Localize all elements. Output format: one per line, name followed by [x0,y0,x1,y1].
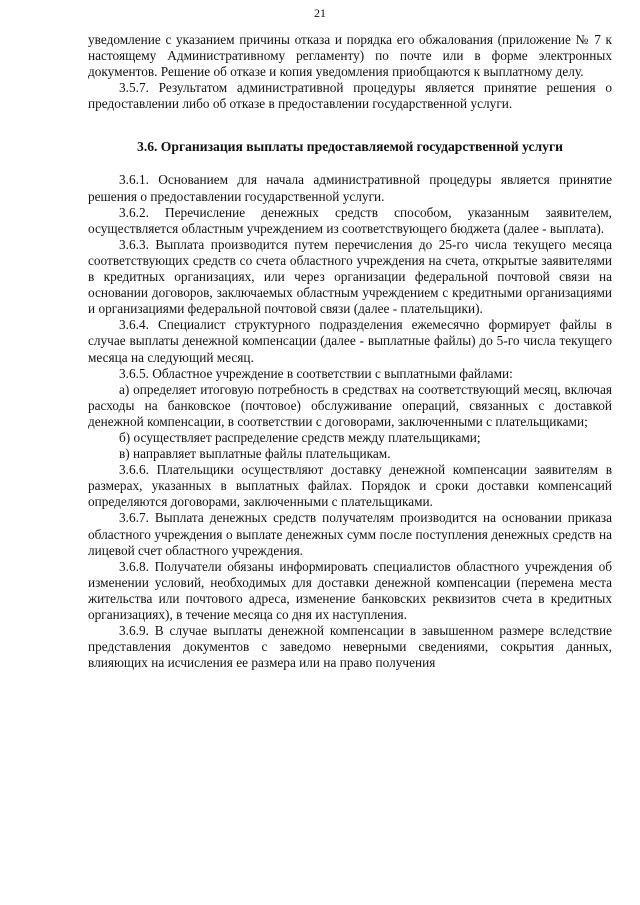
document-body [88,32,612,671]
section-heading-3-6: 3.6. Организация выплаты предоставляемой государственной услуги [137,139,563,155]
page-number: 21 [314,6,326,20]
paragraph-3-6-6: 3.6.6. Плательщики осуществляют доставку денежной компенсации заявителям в размерах, указанных в выплатных файлах. Порядок и сроки доставки компенсаций определяются договорами, заключенными с плательщиками. [88,462,612,510]
paragraph-3-6-7: 3.6.7. Выплата денежных средств получателям производится на основании приказа областного учреждения о выплате денежных сумм после поступления денежных средств на лицевой счет областного учреждения. [88,510,612,558]
list-item-c: в) направляет выплатные файлы плательщикам. [119,446,391,462]
paragraph-3-6-9: 3.6.9. В случае выплаты денежной компенсации в завышенном размере вследствие представления документов с заведомо неверными сведениями, сокрытия данных, влияющих на исчисления ее размера или на право получения [88,623,612,671]
list-item-a: а) определяет итоговую потребность в средствах на соответствующий месяц, включая расходы на банковское (почтовое) обслуживание операций, связанных с доставкой денежной компенсации, в соответствии с договорами, заключенными с плательщиками; [88,381,612,429]
paragraph-3-6-3: 3.6.3. Выплата производится путем перечисления до 25-го числа текущего месяца соответствующих средств со счета областного учреждения на счета, открытые заявителями в кредитных организациях, или через организации федеральной почтовой связи на основании договоров, заключаемых областным учреждением с кредитными организациями и организациями федеральной почтовой связи (далее - плательщики). [88,236,612,317]
section-3-5-continuation [88,32,612,112]
paragraph-3-6-4: 3.6.4. Специалист структурного подразделения ежемесячно формирует файлы в случае выплаты денежной компенсации (далее - выплатные файлы) до 5-го числа текущего месяца на следующий месяц. [88,317,612,365]
section-3-6 [88,172,612,671]
paragraph-3-6-8: 3.6.8. Получатели обязаны информировать специалистов областного учреждения об изменении условий, необходимых для доставки денежной компенсации (перемена места жительства или почтового адреса, изменение банковских реквизитов счета в кредитных организациях), в течение месяца со дня их наступления. [88,558,612,622]
list-item-b: б) осуществляет распределение средств между плательщиками; [119,429,481,445]
paragraph-continuation: уведомление с указанием причины отказа и порядка его обжалования (приложение № 7 к настоящему Административному регламенту) по почте или в форме электронных документов. Решение об отказе и копия уведомления приобщаются к выплатному делу. [88,32,612,80]
paragraph-3-6-5: 3.6.5. Областное учреждение в соответствии с выплатными файлами: [119,365,513,381]
paragraph-3-6-2: 3.6.2. Перечисление денежных средств способом, указанным заявителем, осуществляется областным учреждением из соответствующего бюджета (далее - выплата). [88,204,612,236]
paragraph-3-5-7: 3.5.7. Результатом административной процедуры является принятие решения о предоставлении либо об отказе в предоставлении государственной услуги. [88,80,612,112]
paragraph-3-6-1: 3.6.1. Основанием для начала административной процедуры является принятие решения о предоставлении государственной услуги. [88,172,612,204]
